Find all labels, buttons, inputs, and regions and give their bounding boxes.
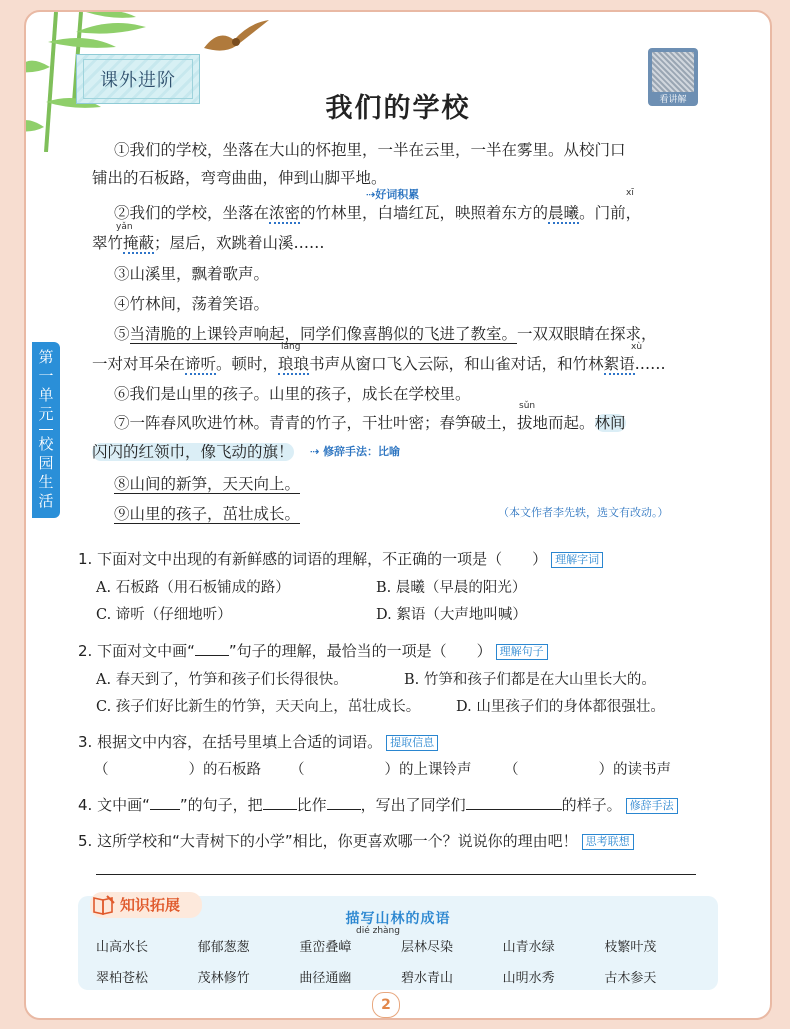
unit-char: 一 bbox=[38, 367, 54, 385]
unit-char: 第 bbox=[38, 348, 54, 366]
question-4: 4. 文中画“ ”的句子，把 比作 ，写出了同学们 的样子。 修辞手法 bbox=[78, 794, 678, 815]
note-arrow-icon: ⇢ bbox=[310, 445, 320, 458]
q1-option-d[interactable]: D. 絮语（大声地叫喊） bbox=[376, 607, 527, 623]
page-number: 2 bbox=[372, 992, 400, 1018]
note-arrow-icon: ⇢ bbox=[366, 188, 376, 201]
badge-rhetoric: 修辞手法 bbox=[626, 798, 678, 814]
wavy-underline-mark bbox=[195, 655, 229, 656]
word-langlang: 琅琅 bbox=[278, 355, 310, 373]
q2-option-d[interactable]: D. 山里孩子们的身体都很强壮。 bbox=[456, 699, 665, 715]
knowledge-header: 知识拓展 bbox=[90, 892, 202, 918]
pinyin-xi: xī bbox=[626, 188, 634, 198]
paragraph-7-line-2 bbox=[92, 442, 712, 462]
theme-char: 园 bbox=[38, 454, 54, 472]
section-tag: 课外进阶 bbox=[76, 54, 200, 104]
idiom: 郁郁葱葱 bbox=[197, 940, 250, 955]
pinyin-yan: yǎn bbox=[116, 222, 133, 232]
q1-option-a[interactable]: A. 石板路（用石板铺成的路） bbox=[96, 580, 290, 596]
word-nongmi: 浓密 bbox=[269, 204, 301, 222]
badge-understand-words: 理解字词 bbox=[551, 552, 603, 568]
badge-think: 思考联想 bbox=[582, 834, 634, 850]
highlight-simile: 林间 bbox=[594, 414, 626, 432]
badge-extract-info: 提取信息 bbox=[386, 735, 438, 751]
q1-option-c[interactable]: C. 谛听（仔细地听） bbox=[96, 607, 232, 623]
word-yanbi: 掩蔽 bbox=[123, 234, 155, 252]
idiom: 曲径通幽 bbox=[299, 971, 352, 986]
question-1: 1. 下面对文中出现的有新鲜感的词语的理解，不正确的一项是（ ） 理解字词 bbox=[78, 548, 603, 569]
idiom: 层林尽染 bbox=[400, 940, 453, 955]
question-3: 3. 根据文中内容，在括号里填上合适的词语。 提取信息 bbox=[78, 731, 438, 752]
paragraph-6: ⑥我们是山里的孩子。山里的孩子，成长在学校里。 bbox=[114, 385, 471, 403]
theme-char: 校 bbox=[38, 435, 54, 453]
question-2: 2. 下面对文中画“ ”句子的理解，最恰当的一项是（ ） 理解句子 bbox=[78, 640, 548, 661]
paragraph-5-line-2: 一对对耳朵在谛听。顿时，琅琅书声从窗口飞入云际，和山雀对话，和竹林絮语…… bbox=[92, 355, 666, 373]
paragraph-2-line-2: 翠竹掩蔽；屋后，欢跳着山溪…… bbox=[92, 234, 325, 252]
q2-option-b[interactable]: B. 竹笋和孩子们都是在大山里长大的。 bbox=[404, 672, 656, 688]
pinyin-xu: xù bbox=[631, 342, 643, 352]
idiom: 枝繁叶茂 bbox=[604, 940, 657, 955]
paragraph-3: ③山溪里，飘着歌声。 bbox=[114, 265, 270, 283]
word-chenxi: 晨曦 bbox=[548, 204, 580, 222]
note-good-words: ⇢好词积累 bbox=[366, 188, 420, 201]
badge-understand-sentence: 理解句子 bbox=[496, 644, 548, 660]
source-note: （本文作者李先轶，选文有改动。） bbox=[498, 506, 669, 519]
answer-line[interactable] bbox=[96, 874, 696, 875]
unit-tab bbox=[32, 342, 60, 518]
q4-blank-1[interactable] bbox=[263, 809, 297, 810]
paragraph-1-line-1: ①我们的学校，坐落在大山的怀抱里，一半在云里，一半在雾里。从校门口 bbox=[114, 141, 626, 159]
pinyin-die-zhang: dié zhàng bbox=[356, 926, 400, 936]
note-rhetoric: ⇢ 修辞手法：比喻 bbox=[310, 445, 401, 458]
q4-blank-mark[interactable] bbox=[150, 809, 180, 810]
paragraph-7-line-1: ⑦一阵春风吹进竹林。青青的竹子，干壮叶密；春笋破土，拔地而起。林间 bbox=[114, 414, 626, 432]
page-title: 我们的学校 bbox=[325, 93, 471, 124]
swallow-bird-icon bbox=[194, 18, 274, 58]
qr-label: 看讲解 bbox=[659, 95, 687, 105]
unit-char: 单 bbox=[38, 386, 54, 404]
q4-blank-3[interactable] bbox=[466, 809, 562, 810]
pinyin-lang: láng bbox=[281, 342, 301, 352]
idiom: 重峦叠嶂 bbox=[299, 940, 352, 955]
idiom: 山高水长 bbox=[96, 940, 149, 955]
underlined-sentence: 当清脆的上课铃声响起 bbox=[129, 325, 285, 343]
idiom: 山明水秀 bbox=[502, 971, 555, 986]
q2-option-a[interactable]: A. 春天到了，竹笋和孩子们长得很快。 bbox=[96, 672, 348, 688]
unit-char: 元 bbox=[38, 405, 54, 423]
idiom: 碧水青山 bbox=[400, 971, 453, 986]
theme-char: 活 bbox=[38, 492, 54, 510]
paragraph-4: ④竹林间，荡着笑语。 bbox=[114, 295, 270, 313]
workbook-page bbox=[24, 10, 772, 1020]
q3-fill-1[interactable]: （ ）的石板路 bbox=[94, 762, 261, 778]
q3-fill-2[interactable]: （ ）的上课铃声 bbox=[290, 762, 472, 778]
unit-divider bbox=[39, 429, 53, 430]
idiom: 茂林修竹 bbox=[197, 971, 250, 986]
paragraph-1-line-2: 铺出的石板路，弯弯曲曲，伸到山脚平地。 bbox=[92, 169, 387, 187]
paragraph-5-line-1: ⑤当清脆的上课铃声响起，同学们像喜鹊似的飞进了教室。一双双眼睛在探求， bbox=[114, 325, 657, 343]
idiom: 山青水绿 bbox=[502, 940, 555, 955]
paragraph-9: ⑨山里的孩子，茁壮成长。 bbox=[114, 505, 301, 523]
question-5: 5. 这所学校和“大青树下的小学”相比，你更喜欢哪一个？说说你的理由吧！ 思考联想 bbox=[78, 830, 634, 851]
idiom: 翠柏苍松 bbox=[96, 971, 149, 986]
paragraph-8: ⑧山间的新笋，天天向上。 bbox=[114, 475, 301, 493]
idiom: 古木参天 bbox=[604, 971, 657, 986]
q3-fill-3[interactable]: （ ）的读书声 bbox=[504, 762, 671, 778]
q1-option-b[interactable]: B. 晨曦（早晨的阳光） bbox=[376, 580, 527, 596]
highlight-simile: 闪闪的红领巾，像飞动的旗！ bbox=[92, 443, 294, 461]
knowledge-title: 描写山林的成语 bbox=[345, 911, 451, 927]
theme-char: 生 bbox=[38, 473, 54, 491]
q2-option-c[interactable]: C. 孩子们好比新生的竹笋，天天向上，茁壮成长。 bbox=[96, 699, 421, 715]
q4-blank-2[interactable] bbox=[327, 809, 361, 810]
pinyin-sun: sǔn bbox=[519, 401, 536, 411]
idiom-grid bbox=[96, 936, 706, 986]
paragraph-2-line-1: ②我们的学校，坐落在浓密的竹林里，白墙红瓦，映照着东方的晨曦。门前， bbox=[114, 204, 642, 222]
word-diting: 谛听 bbox=[185, 355, 217, 373]
word-xuyu: 絮语 bbox=[603, 355, 635, 373]
